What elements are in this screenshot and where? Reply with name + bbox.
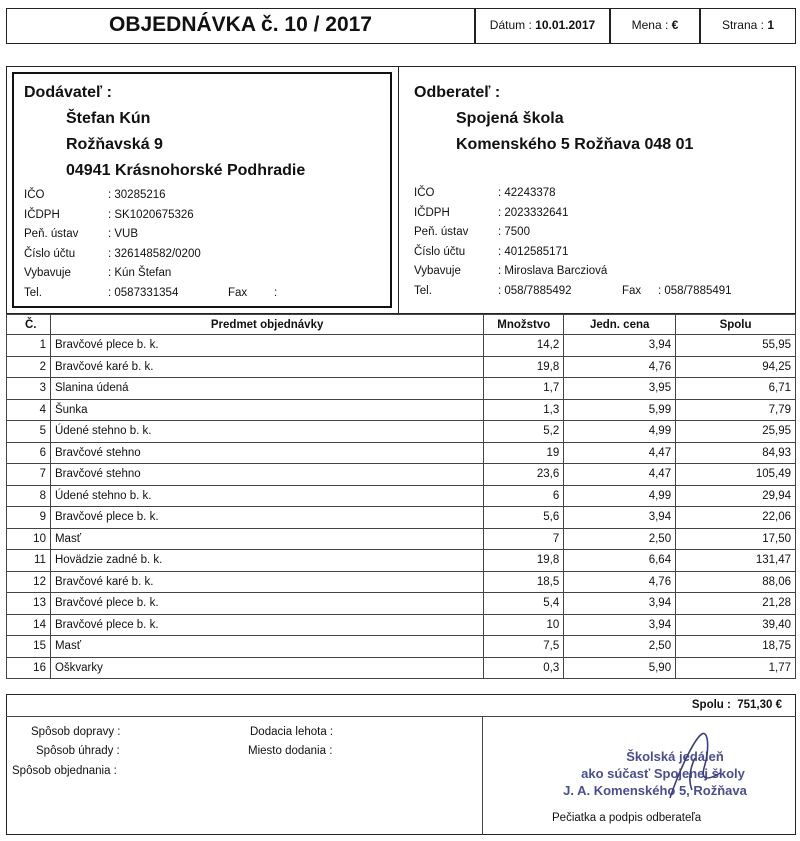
row-quantity: 23,6 xyxy=(484,464,564,486)
row-quantity: 7,5 xyxy=(484,636,564,658)
row-index: 12 xyxy=(7,571,51,593)
supplier-fax-label: Fax xyxy=(228,286,248,299)
signature-caption: Pečiatka a podpis odberateľa xyxy=(552,812,702,824)
header-date-box xyxy=(475,8,610,44)
supplier-heading: Dodávateľ : xyxy=(24,84,112,101)
row-index: 1 xyxy=(7,335,51,357)
row-item: Masť xyxy=(50,636,483,658)
signature-divider xyxy=(482,716,483,835)
row-total: 55,95 xyxy=(676,335,796,357)
grand-total-label: Spolu : xyxy=(691,699,731,711)
customer-field-account: Číslo účtu : 4012585171 xyxy=(414,245,569,258)
row-quantity: 18,5 xyxy=(484,571,564,593)
row-index: 5 xyxy=(7,421,51,443)
customer-field-ico: IČO : 42243378 xyxy=(414,187,556,199)
row-quantity: 5,2 xyxy=(484,421,564,443)
table-body xyxy=(7,335,796,679)
row-item: Oškvarky xyxy=(50,657,483,679)
row-quantity: 14,2 xyxy=(484,335,564,357)
row-unit-price: 6,64 xyxy=(564,550,676,572)
row-item: Bravčové stehno xyxy=(50,442,483,464)
stamp-line-3: J. A. Komenského 5, Rožňava xyxy=(563,783,747,798)
row-total: 94,25 xyxy=(676,356,796,378)
customer-fields xyxy=(414,184,732,301)
supplier-fax-value: : xyxy=(274,286,278,299)
row-unit-price: 4,76 xyxy=(564,571,676,593)
table-row xyxy=(7,528,796,550)
row-index: 6 xyxy=(7,442,51,464)
customer-fax-label: Fax xyxy=(622,284,642,297)
row-item: Bravčové plece b. k. xyxy=(50,614,483,636)
row-quantity: 7 xyxy=(484,528,564,550)
row-item: Bravčové plece b. k. xyxy=(50,335,483,357)
row-total: 6,71 xyxy=(676,378,796,400)
row-total: 29,94 xyxy=(676,485,796,507)
row-unit-price: 3,95 xyxy=(564,378,676,400)
table-row xyxy=(7,356,796,378)
row-unit-price: 4,47 xyxy=(564,464,676,486)
supplier-fields xyxy=(24,186,277,303)
row-total: 18,75 xyxy=(676,636,796,658)
row-item: Bravčové karé b. k. xyxy=(50,356,483,378)
customer-field-bank: Peň. ústav : 7500 xyxy=(414,226,530,238)
row-unit-price: 4,76 xyxy=(564,356,676,378)
col-header-total: Spolu xyxy=(676,315,796,335)
delivery-place-label: Miesto dodania : xyxy=(248,745,333,757)
row-item: Šunka xyxy=(50,399,483,421)
row-index: 9 xyxy=(7,507,51,529)
row-item: Masť xyxy=(50,528,483,550)
row-total: 7,79 xyxy=(676,399,796,421)
supplier-name: Štefan Kún xyxy=(66,110,151,127)
row-index: 14 xyxy=(7,614,51,636)
row-total: 1,77 xyxy=(676,657,796,679)
table-row xyxy=(7,507,796,529)
row-quantity: 1,7 xyxy=(484,378,564,400)
table-row xyxy=(7,485,796,507)
row-total: 84,93 xyxy=(676,442,796,464)
row-total: 22,06 xyxy=(676,507,796,529)
supplier-box xyxy=(12,72,392,308)
row-index: 3 xyxy=(7,378,51,400)
customer-fax-value: : 058/7885491 xyxy=(658,284,732,297)
row-total: 17,50 xyxy=(676,528,796,550)
row-total: 39,40 xyxy=(676,614,796,636)
col-header-unit-price: Jedn. cena xyxy=(564,315,676,335)
payment-label: Spôsob úhrady : xyxy=(36,745,120,757)
row-item: Údené stehno b. k. xyxy=(50,485,483,507)
page-label: Strana : xyxy=(721,18,764,32)
header-currency-box xyxy=(610,8,700,44)
customer-box xyxy=(404,72,792,308)
total-separator xyxy=(6,716,796,717)
row-index: 16 xyxy=(7,657,51,679)
row-item: Bravčové stehno xyxy=(50,464,483,486)
page-value: 1 xyxy=(767,18,775,32)
supplier-field-tel: Tel. : 0587331354 Fax : xyxy=(24,284,277,304)
stamp-line-2: ako súčasť Spojenej školy xyxy=(581,766,745,781)
row-item: Bravčové karé b. k. xyxy=(50,571,483,593)
supplier-field-account: Číslo účtu : 326148582/0200 xyxy=(24,247,201,260)
transport-label: Spôsob dopravy : xyxy=(31,726,121,738)
row-index: 8 xyxy=(7,485,51,507)
supplier-city: 04941 Krásnohorské Podhradie xyxy=(66,162,306,179)
row-index: 10 xyxy=(7,528,51,550)
row-unit-price: 5,90 xyxy=(564,657,676,679)
row-total: 88,06 xyxy=(676,571,796,593)
row-index: 15 xyxy=(7,636,51,658)
order-items-table xyxy=(6,314,796,679)
row-index: 7 xyxy=(7,464,51,486)
signature-scribble xyxy=(640,728,730,808)
row-unit-price: 3,94 xyxy=(564,614,676,636)
row-unit-price: 4,99 xyxy=(564,485,676,507)
table-row xyxy=(7,442,796,464)
row-unit-price: 2,50 xyxy=(564,528,676,550)
table-row xyxy=(7,378,796,400)
row-unit-price: 4,99 xyxy=(564,421,676,443)
header-title-box xyxy=(6,8,475,44)
table-row xyxy=(7,614,796,636)
col-header-item: Predmet objednávky xyxy=(50,315,483,335)
row-total: 131,47 xyxy=(676,550,796,572)
grand-total xyxy=(692,699,782,711)
supplier-field-handler: Vybavuje : Kún Štefan xyxy=(24,267,172,279)
supplier-field-ico: IČO : 30285216 xyxy=(24,189,166,201)
date-value: 10.01.2017 xyxy=(535,18,596,32)
supplier-street: Rožňavská 9 xyxy=(66,136,163,153)
table-row xyxy=(7,399,796,421)
date-label: Dátum : xyxy=(489,18,532,32)
row-quantity: 0,3 xyxy=(484,657,564,679)
currency-value: € xyxy=(671,18,679,32)
row-total: 21,28 xyxy=(676,593,796,615)
customer-name: Spojená škola xyxy=(456,110,564,127)
customer-field-icdph: IČDPH : 2023332641 xyxy=(414,206,569,219)
row-quantity: 6 xyxy=(484,485,564,507)
table-row xyxy=(7,550,796,572)
table-row xyxy=(7,636,796,658)
delivery-time-label: Dodacia lehota : xyxy=(250,726,334,738)
row-unit-price: 5,99 xyxy=(564,399,676,421)
row-item: Slanina údená xyxy=(50,378,483,400)
row-item: Údené stehno b. k. xyxy=(50,421,483,443)
table-row xyxy=(7,464,796,486)
row-index: 13 xyxy=(7,593,51,615)
row-quantity: 19,8 xyxy=(484,356,564,378)
row-quantity: 10 xyxy=(484,614,564,636)
row-item: Hovädzie zadné b. k. xyxy=(50,550,483,572)
supplier-field-bank: Peň. ústav : VUB xyxy=(24,228,139,240)
order-method-label: Spôsob objednania : xyxy=(12,765,117,777)
row-total: 25,95 xyxy=(676,421,796,443)
customer-heading: Odberateľ : xyxy=(414,84,501,101)
supplier-field-icdph: IČDPH : SK1020675326 xyxy=(24,208,194,221)
row-item: Bravčové plece b. k. xyxy=(50,593,483,615)
table-row xyxy=(7,657,796,679)
row-quantity: 5,6 xyxy=(484,507,564,529)
parties-divider xyxy=(398,66,399,314)
row-unit-price: 4,47 xyxy=(564,442,676,464)
row-index: 2 xyxy=(7,356,51,378)
header-page-box xyxy=(700,8,796,44)
row-index: 11 xyxy=(7,550,51,572)
table-header-row xyxy=(7,315,796,335)
grand-total-value: 751,30 € xyxy=(737,699,782,711)
row-quantity: 19,8 xyxy=(484,550,564,572)
customer-field-handler: Vybavuje : Miroslava Barcziová xyxy=(414,265,608,277)
row-item: Bravčové plece b. k. xyxy=(50,507,483,529)
document-title: OBJEDNÁVKA č. 10 / 2017 xyxy=(108,13,372,36)
row-quantity: 19 xyxy=(484,442,564,464)
currency-label: Mena : xyxy=(631,18,669,32)
col-header-quantity: Množstvo xyxy=(484,315,564,335)
customer-address: Komenského 5 Rožňava 048 01 xyxy=(456,136,694,153)
row-unit-price: 2,50 xyxy=(564,636,676,658)
row-unit-price: 3,94 xyxy=(564,593,676,615)
table-row xyxy=(7,335,796,357)
row-index: 4 xyxy=(7,399,51,421)
row-quantity: 5,4 xyxy=(484,593,564,615)
row-unit-price: 3,94 xyxy=(564,335,676,357)
table-row xyxy=(7,421,796,443)
row-unit-price: 3,94 xyxy=(564,507,676,529)
col-header-index: Č. xyxy=(7,315,51,335)
table-row xyxy=(7,571,796,593)
stamp-line-1: Školská jedáleň xyxy=(626,749,724,764)
row-quantity: 1,3 xyxy=(484,399,564,421)
table-row xyxy=(7,593,796,615)
row-total: 105,49 xyxy=(676,464,796,486)
customer-field-tel: Tel. : 058/7885492 Fax : 058/7885491 xyxy=(414,282,732,302)
